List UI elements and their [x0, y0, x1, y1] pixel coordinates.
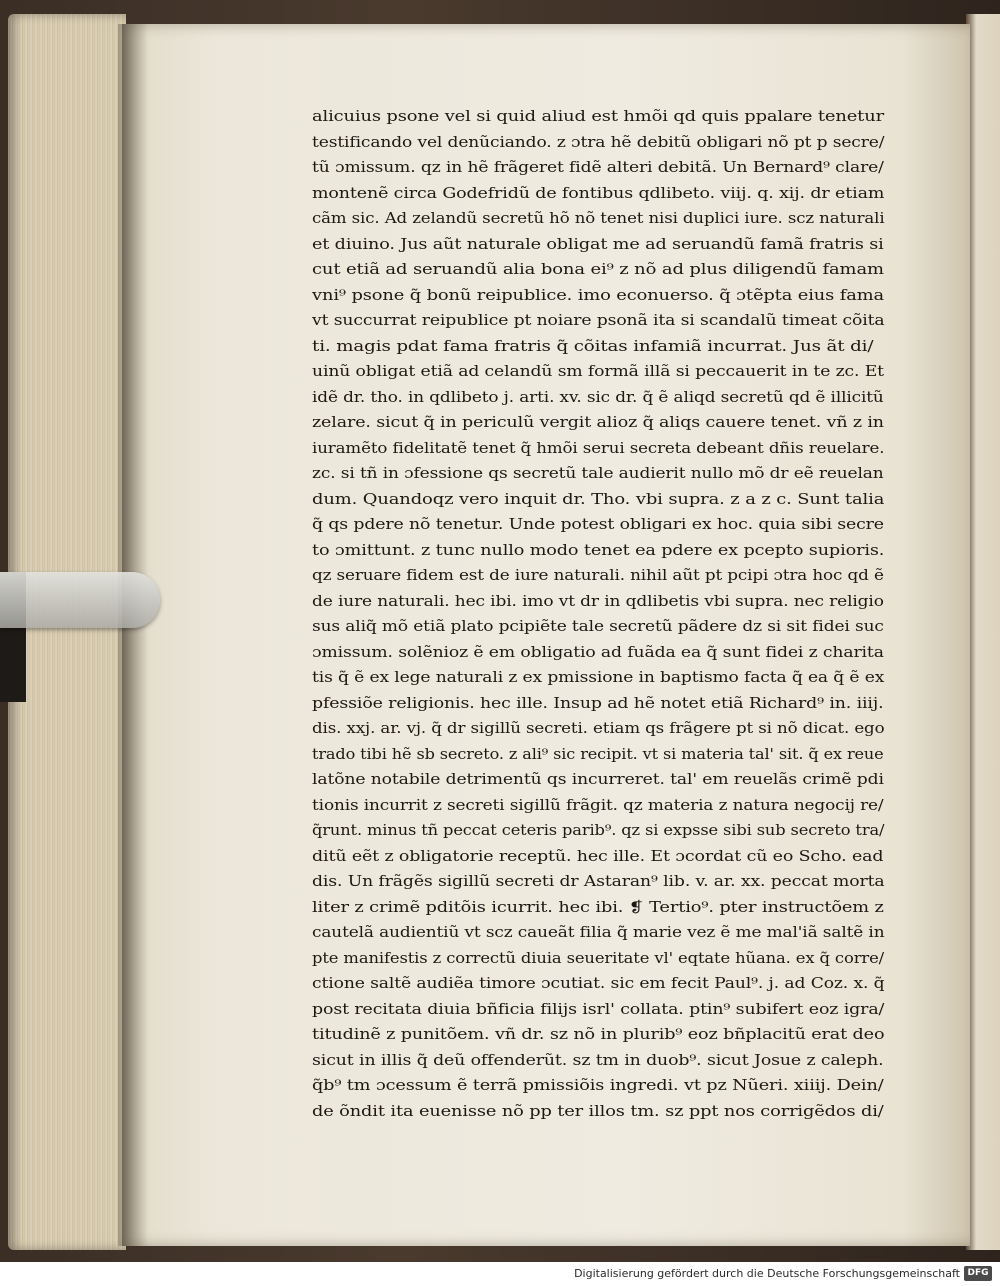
text-line: iuramẽto fidelitatẽ tenet q̃ hmõi serui secreta debeant dñis reuelare. [312, 439, 885, 457]
text-line: ditũ eẽt z obligatorie receptũ. hec ille. Et ɔcordat cũ eo Scho. ead [312, 847, 884, 865]
footer-bar [0, 1262, 1000, 1286]
text-line: vni⁹ psone q̃ bonũ reipublice. imo econuerso. q̃ ɔtẽpta eius fama [312, 286, 885, 304]
text-line: ti. magis pdat fama fratris q̃ cõitas infamiã incurrat. Jus ãt di/ [312, 337, 874, 355]
text-line: alicuius psone vel si quid aliud est hmõi qd quis ppalare tenetur [312, 108, 884, 125]
funding-credit: Digitalisierung gefördert durch die Deutsche Forschungsgemeinschaft [574, 1267, 960, 1280]
text-line: ɔmissum. solẽnioz ẽ em obligatio ad fuãda ea q̃ sunt fidei z charita [312, 643, 884, 661]
text-line: dis. xxj. ar. vj. q̃ dr sigillũ secreti. etiam qs frãgere pt si nõ dicat. ego [312, 720, 885, 737]
text-line: cãm sic. Ad zelandũ secretũ hõ nõ tenet nisi duplici iure. scz naturali [312, 210, 885, 227]
text-line: trado tibi hẽ sb secreto. z ali⁹ sic recipit. vt si materia tal' sit. q̃ ex reue [312, 745, 884, 763]
text-line: zelare. sicut q̃ in periculũ vergit alioz q̃ aliqs cauere tenet. vñ z in [312, 414, 884, 431]
text-line: q̃ qs pdere nõ tenetur. Unde potest obligari ex hoc. quia sibi secre [312, 516, 884, 533]
text-line: titudinẽ z punitõem. vñ dr. sz nõ in plurib⁹ eoz bñplacitũ erat deo [312, 1026, 885, 1043]
dfg-logo: DFG [964, 1266, 992, 1281]
text-line: testificando vel denũciando. z ɔtra hẽ debitũ obligari nõ pt p secre/ [312, 133, 885, 151]
text-line: dum. Quandoqz vero inquit dr. Tho. vbi supra. z a z c. Sunt talia [312, 490, 885, 508]
text-line: pfessiõe religionis. hec ille. Insup ad hẽ notet etiã Richard⁹ in. iiij. [312, 694, 884, 712]
text-line: cut etiã ad seruandũ alia bona ei⁹ z nõ ad plus diligendũ famam [312, 261, 884, 278]
text-line: q̃b⁹ tm ɔcessum ẽ terrã pmissiõis ingredi. vt pz Nũeri. xiiij. Dein/ [312, 1077, 884, 1094]
text-line: post recitata diuia bñficia filijs isrl' collata. ptin⁹ subifert eoz igra/ [312, 1000, 885, 1018]
text-line: pte manifestis z correctũ diuia seueritate vl' eqtate hũana. ex q̃ corre/ [312, 949, 885, 967]
text-line: montenẽ circa Godefridũ de fontibus qdlibeto. viij. q. xij. dr etiam [312, 184, 885, 202]
text-line: ctione saltẽ audiẽa timore ɔcutiat. sic em fecit Paul⁹. j. ad Coz. x. q̃ [312, 975, 885, 992]
text-line: latõne notabile detrimentũ qs incurreret. tal' em reuelãs crimẽ pdi [312, 771, 884, 788]
text-line: zc. si tñ in ɔfessione qs secretũ tale audierit nullo mõ dr eẽ reuelan [312, 465, 884, 482]
text-line: de iure naturali. hec ibi. imo vt dr in qdlibetis vbi supra. nec religio [312, 592, 884, 610]
text-line: tũ ɔmissum. qz in hẽ frãgeret fidẽ alteri debitã. Un Bernard⁹ clare/ [312, 159, 884, 176]
text-line: sicut in illis q̃ deũ offenderũt. sz tm in duob⁹. sicut Josue z caleph. [312, 1051, 884, 1069]
text-line: qz seruare fidem est de iure naturali. nihil aũt pt pcipi ɔtra hoc qd ẽ [312, 567, 884, 584]
text-line: to ɔmittunt. z tunc nullo modo tenet ea pdere ex pcepto supioris. [312, 541, 885, 559]
printed-text-block [312, 104, 884, 1124]
text-line: dis. Un frãgẽs sigillũ secreti dr Astaran⁹ lib. v. ar. xx. peccat morta [312, 873, 885, 890]
spine-shadow [122, 24, 148, 1246]
text-line: sus aliq̃ mõ etiã plato pcipiẽte tale secretũ pãdere dz si sit fidei suc [312, 618, 884, 635]
text-line: q̃runt. minus tñ peccat ceteris parib⁹. qz si expsse sibi sub secreto tra/ [312, 822, 885, 839]
text-line: cautelã audientiũ vt scz caueãt filia q̃ marie vez ẽ me mal'iã saltẽ in [312, 924, 885, 941]
text-line: et diuino. Jus aũt naturale obligat me ad seruandũ famã fratris si [312, 235, 884, 253]
text-line: liter z crimẽ pditõis icurrit. hec ibi. ❡ Tertio⁹. pter instructõem z [312, 898, 884, 916]
text-line: vt succurrat reipublice pt noiare psonã ita si scandalũ timeat cõita [312, 312, 885, 329]
text-line: tionis incurrit z secreti sigillũ frãgit. qz materia z natura negocij re/ [312, 796, 884, 814]
text-line: uinũ obligat etiã ad celandũ sm formã illã si peccauerit in te zc. Et [312, 363, 884, 380]
text-line: tis q̃ ẽ ex lege naturali z ex pmissione in baptismo facta q̃ ea q̃ ẽ ex [312, 669, 885, 686]
text-line: idẽ dr. tho. in qdlibeto j. arti. xv. sic dr. q̃ ẽ aliqd secretũ qd ẽ illicitũ [312, 388, 884, 406]
book-clamp [0, 572, 160, 628]
text-line: de õndit ita euenisse nõ pp ter illos tm. sz ppt nos corrigẽdos di/ [312, 1102, 884, 1120]
